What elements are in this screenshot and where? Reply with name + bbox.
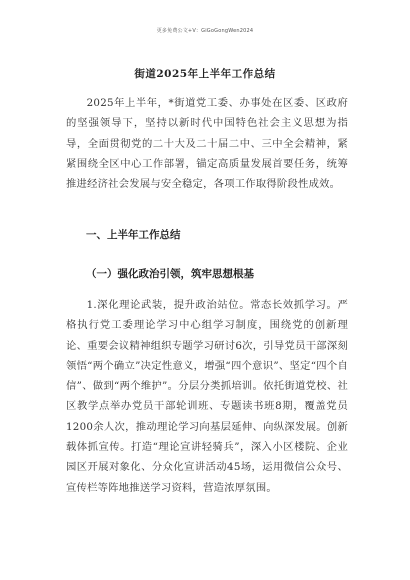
intro-paragraph: 2025年上半年，*街道党工委、办事处在区委、区政府的坚强领导下，坚持以新时代中国特色社会主义思想为指导，全面贯彻党的二十大及二十届二中、三中全会精神，紧紧围绕全区中心工作部署，锚定高质量发展首要任务，统筹推进经济社会发展与安全稳定，各项工作取得阶段性成效。 bbox=[66, 97, 348, 191]
section-heading: 一、上半年工作总结 bbox=[86, 229, 181, 241]
document-title: 街道2025年上半年工作总结 bbox=[134, 68, 276, 80]
subsection-heading: （一）强化政治引领，筑牢思想根基 bbox=[86, 268, 254, 280]
watermark-text: 更多免费公文+V：GiGoGongWen2024 bbox=[156, 28, 254, 34]
subsection-body-paragraph: 1.深化理论武装，提升政治站位。常态长效抓学习。严格执行党工委理论学习中心组学习制度，围绕党的创新理论、重要会议精神组织专题学习研讨6次，引导党员干部深刻领悟“两个确立”决定性意义，增强“四个意识”、坚定“四个自信”、做到“两个维护”。分层分类抓培训。依托街道党校、社区教学点举办党员干部轮训班、专题读书班8期，覆盖党员1200余人次，推动理论学习向基层延伸、向纵深发展。创新载体抓宣传。打造“理论宣讲轻骑兵”，深入小区楼院、企业园区开展对象化、分众化宣讲活动45场，运用微信公众号、宣传栏等阵地推送学习资料，营造浓厚氛围。 bbox=[66, 299, 348, 494]
